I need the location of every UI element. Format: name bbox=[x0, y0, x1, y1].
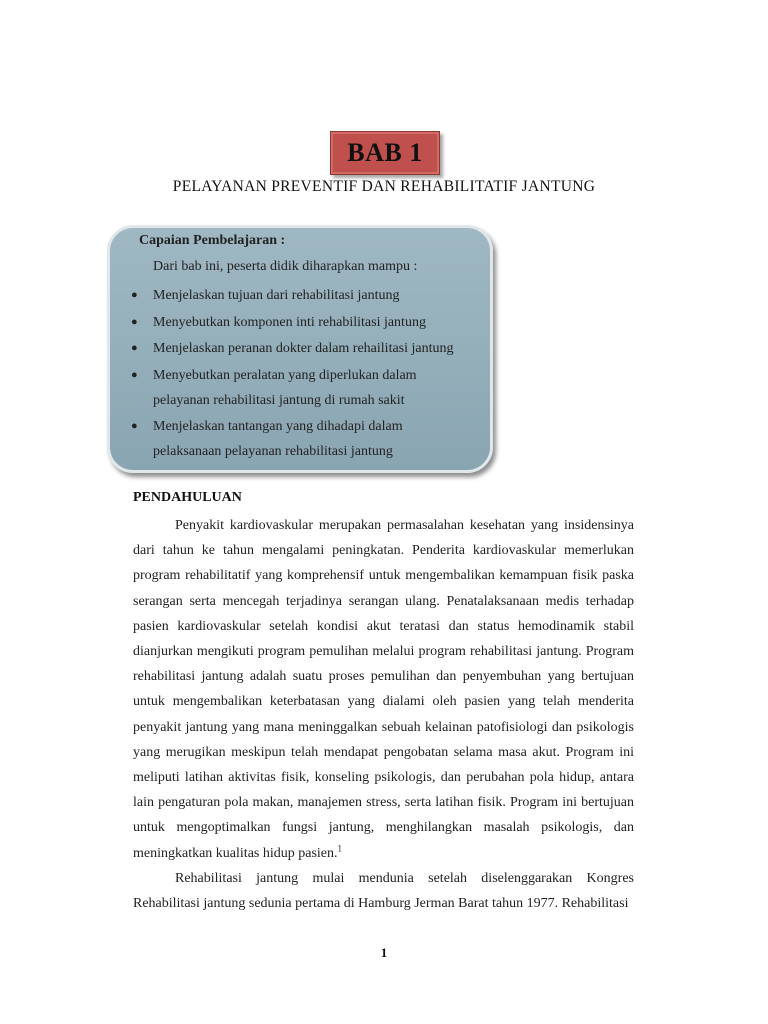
chapter-title: PELAYANAN PREVENTIF DAN REHABILITATIF JANTUNG bbox=[172, 178, 596, 195]
paragraph bbox=[133, 866, 634, 916]
learning-objectives-list bbox=[131, 283, 473, 466]
bullet-icon: ● bbox=[131, 420, 138, 432]
page-number: 1 bbox=[380, 945, 388, 960]
list-item bbox=[131, 363, 473, 413]
footnote-reference[interactable]: 1 bbox=[337, 842, 343, 853]
list-item-text: Menyebutkan peralatan yang diperlukan dalam pelayanan rehabilitasi jantung di rumah sakit bbox=[153, 367, 417, 408]
bullet-icon: ● bbox=[131, 368, 138, 381]
paragraph-text: Rehabilitasi jantung mulai mendunia setelah diselenggarakan Kongres Rehabilitasi jantung sedunia pertama di Hamburg Jerman Barat tahun 1977. Rehabilitasi bbox=[133, 870, 634, 912]
list-item-text: Menjelaskan peranan dokter dalam rehailitasi jantung bbox=[153, 341, 454, 356]
section-heading: PENDAHULUAN bbox=[133, 490, 242, 505]
bullet-icon: ● bbox=[131, 315, 138, 328]
bullet-icon: ● bbox=[131, 289, 138, 301]
bullet-icon: ● bbox=[131, 342, 138, 354]
paragraph bbox=[133, 513, 634, 866]
list-item-text: Menjelaskan tujuan dari rehabilitasi jantung bbox=[153, 288, 400, 303]
learning-objectives-intro: Dari bab ini, peserta didik diharapkan mampu : bbox=[153, 259, 418, 274]
list-item bbox=[131, 310, 473, 335]
chapter-badge-label: BAB 1 bbox=[347, 138, 423, 167]
list-item bbox=[131, 336, 473, 361]
paragraph-text: Penyakit kardiovaskular merupakan permasalahan kesehatan yang insidensinya dari tahun ke tahun mengalami peningkatan. Penderita kardiovaskular memerlukan program rehabilitatif yang komprehensif untuk mengembalikan kemampuan fisik paska serangan serta mencegah terjadinya serangan ulang. Penatalaksanaan medis terhadap pasien kardiovaskular setelah kondisi akut teratasi dan status hemodinamik stabil dianjurkan mengikuti program pemulihan melalui program rehabilitasi jantung. Program rehabilitasi jantung adalah suatu proses pemulihan dan penyembuhan yang bertujuan untuk mengembalikan keterbatasan yang dialami oleh pasien yang telah menderita penyakit jantung yang mana meninggalkan sebuah kelainan patofisiologi dan psikologis yang merugikan meskipun telah mendapat pengobatan selama masa akut. Program ini meliputi latihan aktivitas fisik, konseling psikologis, dan perubahan pola hidup, antara lain pengaturan pola makan, manajemen stress, serta latihan fisik. Program ini bertujuan untuk mengoptimalkan fungsi jantung, menghilangkan masalah psikologis, dan meningkatkan kualitas hidup pasien. bbox=[133, 518, 634, 861]
list-item bbox=[131, 283, 473, 308]
list-item-text: Menjelaskan tantangan yang dihadapi dalam pelaksanaan pelayanan rehabilitasi jantung bbox=[153, 419, 403, 459]
body-text bbox=[133, 513, 634, 916]
learning-objectives-heading: Capaian Pembelajaran : bbox=[139, 233, 286, 248]
chapter-badge bbox=[330, 131, 440, 175]
list-item bbox=[131, 414, 473, 464]
list-item-text: Menyebutkan komponen inti rehabilitasi jantung bbox=[153, 314, 426, 330]
